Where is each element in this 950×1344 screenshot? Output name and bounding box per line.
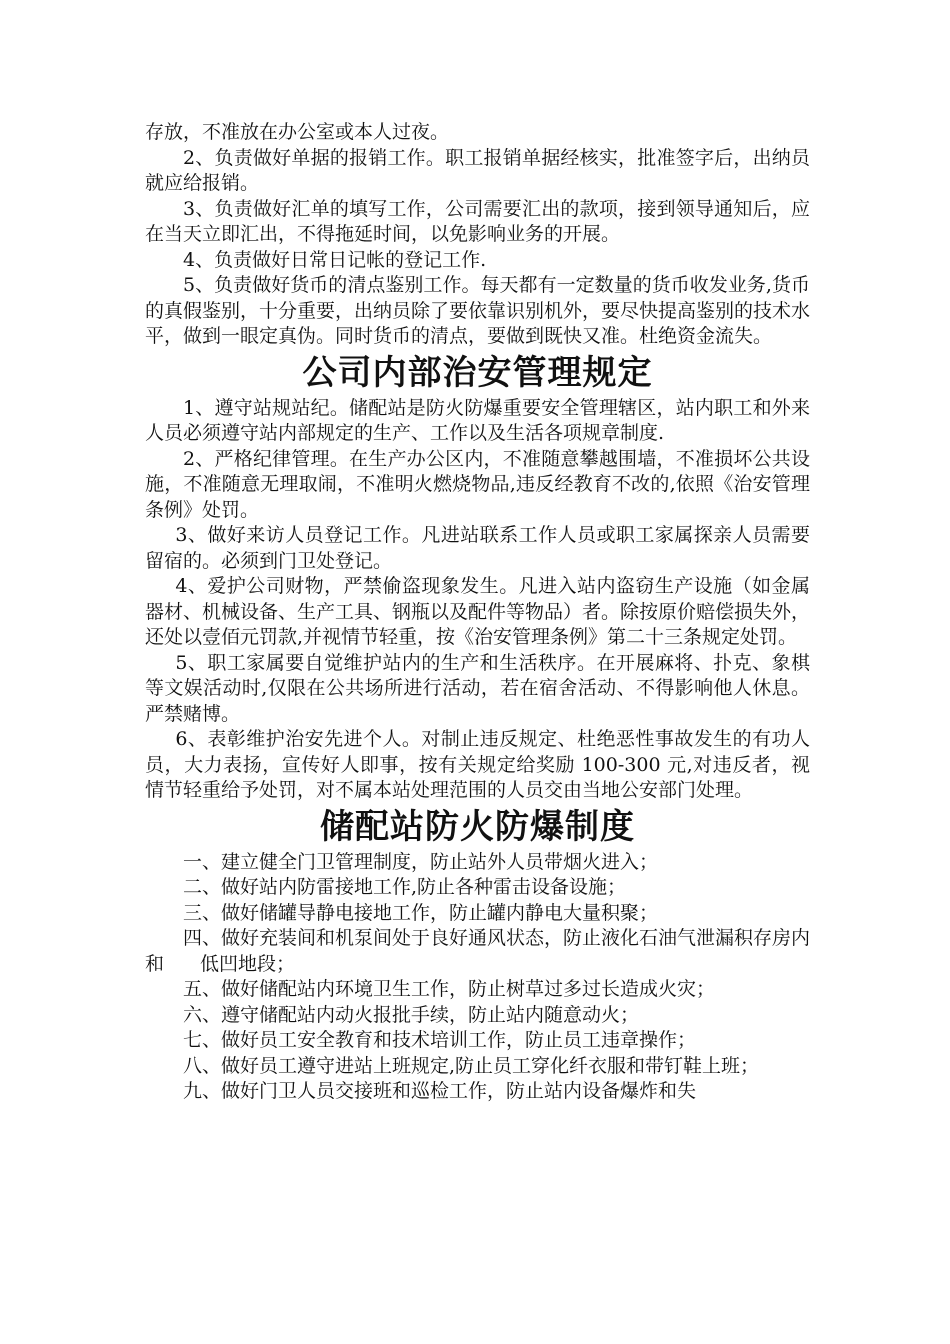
- fire-rule-4-text: 四、做好充装间和机泵间处于良好通风状态，防止液化石油气泄漏积存房内和: [145, 927, 811, 975]
- fire-rule-9: 九、做好门卫人员交接班和巡检工作，防止站内设备爆炸和失: [183, 1080, 697, 1102]
- security-rule-5: 5、职工家属要自觉维护站内的生产和生活秩序。在开展麻将、扑克、象棋等文娱活动时,仅限在公共场所进行活动，若在宿舍活动、不得影响他人休息。严禁赌博。: [145, 651, 810, 725]
- fire-rule-7: 七、做好员工安全教育和技术培训工作，防止员工违章操作；: [183, 1029, 697, 1051]
- security-rule-4: 4、爱护公司财物，严禁偷盗现象发生。凡进入站内盗窃生产设施（如金属器材、机械设备、生产工具、钢瓶以及配件等物品）者。除按原价赔偿损失外，还处以壹佰元罚款,并视情节轻重，按《治安管理条例》第二十三条规定处罚。: [145, 575, 811, 648]
- intro-paragraph-4: 4、负责做好日常日记帐的登记工作.: [183, 248, 487, 271]
- fire-rule-4: [145, 926, 810, 977]
- security-rule-1: 1、遵守站规站纪。储配站是防火防爆重要安全管理辖区，站内职工和外来人员必须遵守站内部规定的生产、工作以及生活各项规章制度.: [145, 396, 810, 444]
- fire-rule-1: 一、建立健全门卫管理制度，防止站外人员带烟火进入；: [183, 850, 659, 873]
- intro-paragraph-2: 2、负责做好单据的报销工作。职工报销单据经核实，批准签字后，出纳员就应给报销。: [145, 146, 810, 194]
- security-rule-3: 3、做好来访人员登记工作。凡进站联系工作人员或职工家属探亲人员需要留宿的。必须到门卫处登记。: [145, 524, 810, 572]
- intro-paragraph-3: 3、负责做好汇单的填写工作，公司需要汇出的款项，接到领导通知后，应在当天立即汇出，不得拖延时间，以免影响业务的开展。: [145, 197, 810, 245]
- intro-paragraph-5: 5、负责做好货币的清点鉴别工作。每天都有一定数量的货币收发业务,货币的真假鉴别，十分重要，出纳员除了要依靠识别机外，要尽快提高鉴别的技术水平，做到一眼定真伪。同时货币的清点，要做到既快又准。杜绝资金流失。: [145, 274, 811, 347]
- fire-rule-8: 八、做好员工遵守进站上班规定,防止员工穿化纤衣服和带钉鞋上班；: [183, 1054, 760, 1077]
- fire-rule-3: 三、做好储罐导静电接地工作，防止罐内静电大量积聚；: [183, 901, 659, 924]
- document-page: [145, 120, 810, 1105]
- intro-paragraph-1: 存放，不准放在办公室或本人过夜。: [145, 121, 450, 143]
- security-rule-6: 6、表彰维护治安先进个人。对制止违反规定、杜绝恶性事故发生的有功人员，大力表扬，宣传好人即事，按有关规定给奖励 100-300 元,对违反者，视情节轻重给予处罚，对不属本站处理范围的人员交由当地公安部门处理。: [145, 728, 810, 801]
- section-title-security: 公司内部治安管理规定: [302, 352, 653, 393]
- fire-rule-4-tail: 低凹地段；: [200, 952, 296, 975]
- section-title-fire-safety: 储配站防火防爆制度: [320, 806, 635, 847]
- fire-rule-5: 五、做好储配站内环境卫生工作，防止树草过多过长造成火灾；: [183, 978, 716, 1000]
- fire-rule-2: 二、做好站内防雷接地工作,防止各种雷击设备设施；: [183, 876, 627, 898]
- fire-rule-6: 六、遵守储配站内动火报批手续，防止站内随意动火；: [183, 1003, 640, 1026]
- security-rule-2: 2、严格纪律管理。在生产办公区内，不准随意攀越围墙，不准损坏公共设施，不准随意无理取闹，不准明火燃烧物品,违反经教育不改的,依照《治安管理条例》处罚。: [145, 447, 810, 521]
